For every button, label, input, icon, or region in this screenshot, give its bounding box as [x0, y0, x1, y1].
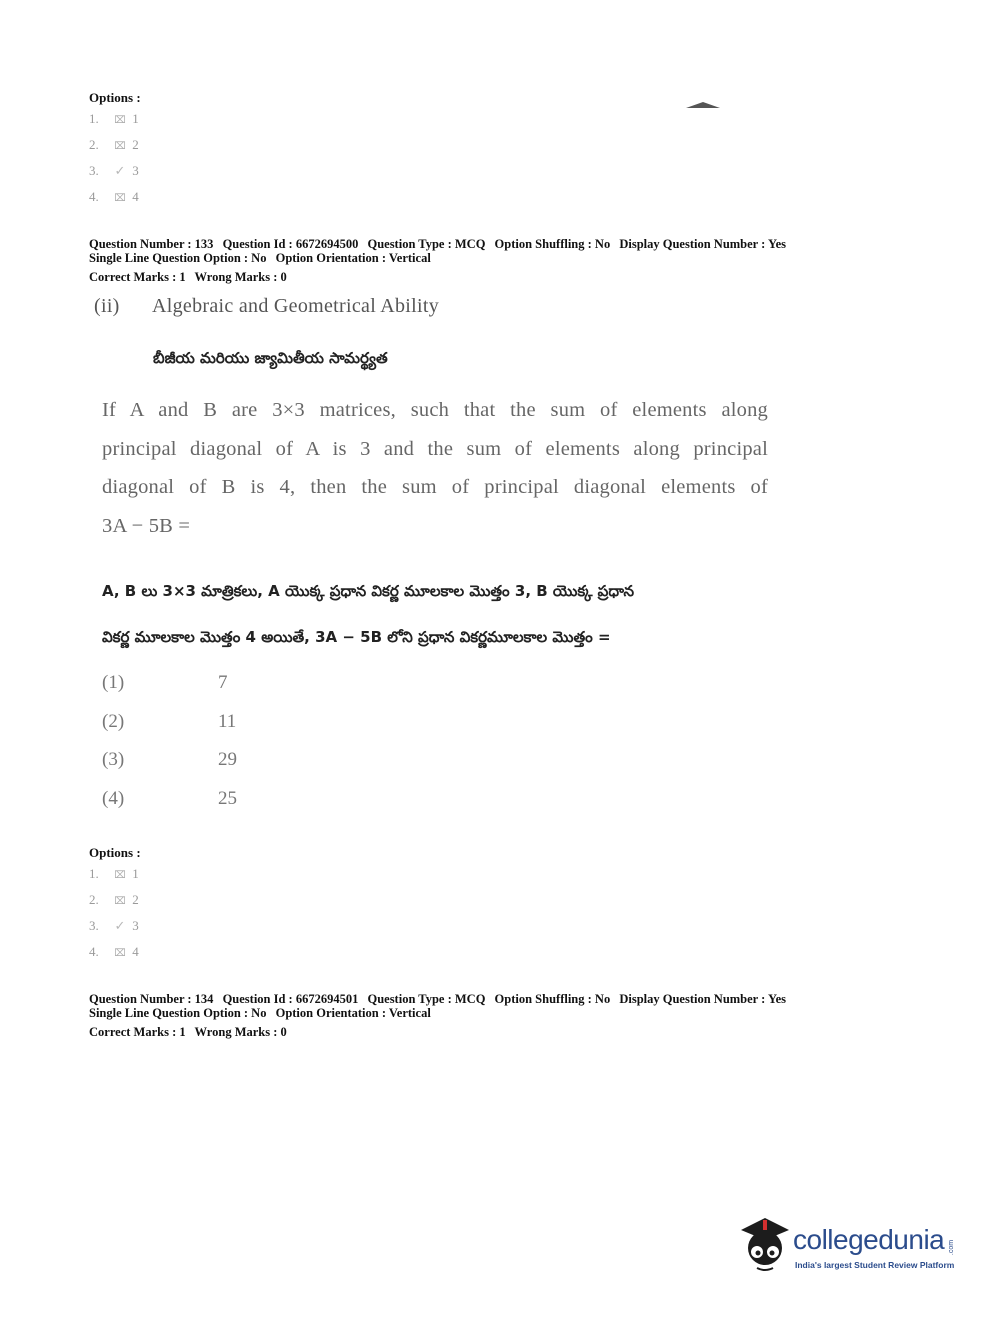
answer-value: 29	[218, 749, 237, 771]
answer-label: (3)	[102, 749, 125, 771]
cross-icon: ⌧	[114, 193, 126, 204]
meta-field: Question Id : 6672694501	[222, 992, 359, 1006]
meta-field: Single Line Question Option : No	[89, 1006, 267, 1020]
meta-field: Option Orientation : Vertical	[275, 1006, 431, 1020]
options-list	[89, 861, 139, 965]
option-row	[89, 939, 139, 965]
answer-choice	[102, 664, 237, 703]
option-value: 4	[132, 944, 139, 959]
answer-label: (1)	[102, 672, 125, 693]
options-label: Options :	[89, 845, 141, 860]
triangle-icon	[686, 101, 720, 109]
meta-field: Question Type : MCQ	[367, 992, 486, 1006]
option-row	[89, 132, 139, 158]
logo-suffix: .com	[948, 1239, 956, 1256]
mascot-icon	[735, 1210, 793, 1278]
check-icon: ✓	[114, 918, 126, 933]
answer-label: (2)	[102, 710, 125, 732]
option-value: 2	[132, 892, 139, 907]
answer-choice	[102, 703, 237, 742]
option-number: 2.	[89, 892, 99, 907]
meta-field: Question Type : MCQ	[367, 237, 486, 251]
question-text-telugu-line-2: వికర్ణ మూలకాల మొత్తం 4 అయితే, 3A − 5B లోని ప్రధాన వికర్ణమూలకాల మొత్తం =	[102, 628, 611, 646]
meta-field: Display Question Number : Yes	[619, 237, 787, 251]
question-line: 3A − 5B =	[102, 514, 191, 537]
meta-field: Wrong Marks : 0	[194, 1025, 287, 1039]
options-list	[89, 106, 139, 210]
option-number: 2.	[89, 137, 99, 152]
question-text-english	[102, 391, 768, 545]
section-number: (ii)	[94, 295, 120, 317]
meta-line-3	[89, 270, 792, 284]
scroll-up-marker	[686, 96, 720, 104]
meta-line-2	[89, 1006, 792, 1020]
answer-value: 11	[218, 710, 237, 732]
cross-icon: ⌧	[114, 115, 126, 126]
section-title: Algebraic and Geometrical Ability	[152, 295, 440, 317]
meta-line-1	[89, 992, 792, 1006]
meta-field: Option Shuffling : No	[494, 992, 611, 1006]
option-value: 1	[132, 111, 139, 126]
cross-icon: ⌧	[114, 896, 126, 907]
option-number: 4.	[89, 944, 99, 959]
question-line: If A and B are 3×3 matrices, such that the sum of elements along	[102, 399, 768, 421]
meta-field: Wrong Marks : 0	[194, 270, 287, 284]
option-row	[89, 106, 139, 132]
option-row	[89, 861, 139, 887]
question-meta	[89, 237, 792, 284]
options-label: Options :	[89, 90, 141, 105]
meta-line-3	[89, 1025, 792, 1039]
option-row	[89, 913, 139, 939]
option-number: 1.	[89, 866, 99, 881]
answer-choice	[102, 780, 237, 819]
question-line: principal diagonal of A is 3 and the sum of elements along principal	[102, 437, 768, 460]
option-number: 1.	[89, 111, 99, 126]
option-value: 2	[132, 137, 139, 152]
meta-line-1	[89, 237, 792, 251]
cross-icon: ⌧	[114, 870, 126, 881]
question-text-telugu-line-1: A, B లు 3×3 మాత్రికలు, A యొక్క ప్రధాన వికర్ణ మూలకాల మొత్తం 3, B యొక్క ప్రధాన	[102, 582, 635, 600]
answer-label: (4)	[102, 787, 125, 809]
cross-icon: ⌧	[114, 948, 126, 959]
cross-icon: ⌧	[114, 141, 126, 152]
check-icon: ✓	[114, 163, 126, 178]
question-line: diagonal of B is 4, then the sum of principal diagonal elements of	[102, 476, 768, 498]
option-value: 4	[132, 189, 139, 204]
option-row	[89, 887, 139, 913]
option-value: 3	[132, 163, 139, 178]
section-heading	[94, 295, 439, 318]
meta-field: Option Shuffling : No	[494, 237, 611, 251]
logo-name: collegedunia	[793, 1224, 945, 1255]
meta-field: Question Number : 134	[89, 992, 214, 1006]
meta-field: Option Orientation : Vertical	[275, 251, 431, 265]
meta-line-2	[89, 251, 792, 265]
answer-value: 25	[218, 787, 237, 809]
answer-choice	[102, 741, 237, 780]
option-number: 3.	[89, 163, 99, 178]
answer-choices	[102, 664, 237, 818]
option-value: 3	[132, 918, 139, 933]
meta-field: Correct Marks : 1	[89, 1025, 186, 1039]
meta-field: Correct Marks : 1	[89, 270, 186, 284]
meta-field: Single Line Question Option : No	[89, 251, 267, 265]
answer-value: 7	[218, 672, 228, 693]
section-title-telugu: బీజీయ మరియు జ్యామితీయ సామర్థ్యత	[153, 349, 388, 367]
option-row	[89, 158, 139, 184]
collegedunia-logo[interactable]	[735, 1210, 965, 1282]
meta-field: Question Number : 133	[89, 237, 214, 251]
option-number: 3.	[89, 918, 99, 933]
meta-field: Display Question Number : Yes	[619, 992, 787, 1006]
logo-wordmark	[793, 1224, 959, 1256]
logo-tagline: India's largest Student Review Platform	[795, 1260, 955, 1270]
meta-field: Question Id : 6672694500	[222, 237, 359, 251]
option-number: 4.	[89, 189, 99, 204]
question-meta	[89, 992, 792, 1039]
option-value: 1	[132, 866, 139, 881]
option-row	[89, 184, 139, 210]
